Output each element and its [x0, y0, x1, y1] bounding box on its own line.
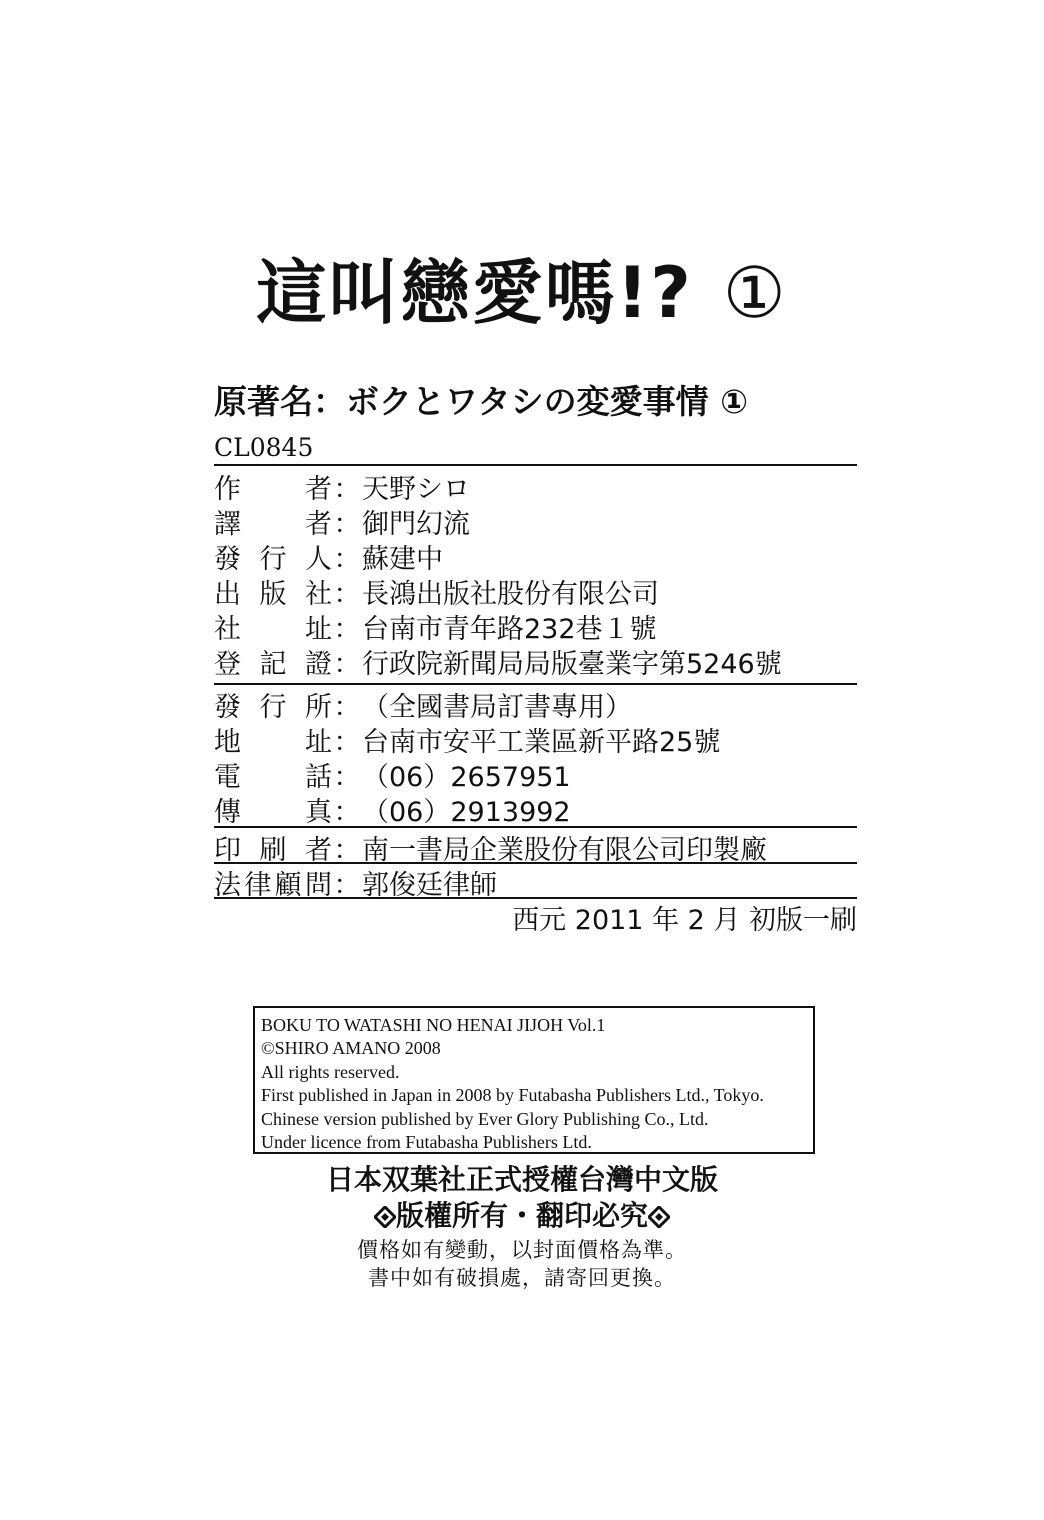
price-notice: 價格如有變動，以封面價格為準。	[357, 1238, 687, 1262]
copyright-line: ©SHIRO AMANO 2008	[261, 1038, 441, 1059]
credit-colon: ：	[333, 508, 361, 540]
credit-value: （全國書局訂書專用）	[362, 691, 632, 723]
credit-colon: ：	[333, 726, 361, 758]
credit-label: 出版社	[214, 578, 332, 610]
credit-row	[214, 686, 632, 722]
credit-value: 長鴻出版社股份有限公司	[362, 578, 659, 610]
copyright-line: Chinese version published by Ever Glory Publishing Co., Ltd.	[261, 1108, 709, 1129]
credit-colon: ：	[333, 796, 361, 828]
credit-label: 譯者	[214, 508, 332, 540]
credit-row	[214, 791, 571, 827]
credit-label: 社址	[214, 613, 332, 645]
credit-row	[214, 468, 470, 504]
rights-statement	[0, 1198, 1044, 1234]
copyright-box	[253, 1006, 815, 1154]
credit-value: 御門幻流	[362, 508, 470, 540]
credit-row	[214, 864, 497, 900]
credit-row	[214, 756, 571, 792]
credit-label: 作者	[214, 473, 332, 505]
credit-row	[214, 608, 657, 644]
credit-value: （06）2657951	[362, 761, 571, 793]
credit-value: 台南市安平工業區新平路25號	[362, 726, 721, 758]
credit-colon: ：	[333, 473, 361, 505]
credit-value: 天野シロ	[362, 473, 470, 505]
credit-colon: ：	[333, 834, 361, 866]
credit-colon: ：	[333, 691, 361, 723]
outlined-diamond-icon	[374, 1206, 396, 1228]
volume-number: ①	[722, 252, 788, 334]
credit-value: 台南市青年路232巷１號	[362, 613, 657, 645]
original-title: 原著名：ボクとワタシの変愛事情 ①	[214, 382, 749, 421]
copyright-line: All rights reserved.	[261, 1061, 400, 1082]
credit-value: 郭俊廷律師	[362, 869, 497, 901]
copyright-line: BOKU TO WATASHI NO HENAI JIJOH Vol.1	[261, 1015, 606, 1035]
credit-value: （06）2913992	[362, 796, 571, 828]
credit-colon: ：	[333, 578, 361, 610]
edition-date: 西元 2011 年 2 月 初版一刷	[512, 905, 857, 936]
credit-row	[214, 643, 782, 679]
book-title-text: 這叫戀愛嗎!?	[256, 252, 693, 334]
credit-label: 電話	[214, 761, 332, 793]
copyright-line: First published in Japan in 2008 by Futabasha Publishers Ltd., Tokyo.	[261, 1085, 764, 1106]
credit-label: 發行所	[214, 691, 332, 723]
credit-label: 法律顧問	[214, 869, 332, 901]
credit-colon: ：	[333, 761, 361, 793]
credit-label: 發行人	[214, 543, 332, 575]
credit-value: 南一書局企業股份有限公司印製廠	[362, 834, 767, 866]
credit-label: 登記證	[214, 648, 332, 680]
credit-label: 印刷者	[214, 834, 332, 866]
credit-value: 行政院新聞局局版臺業字第5246號	[362, 648, 782, 680]
credit-row	[214, 829, 767, 865]
credit-row	[214, 721, 720, 757]
credit-colon: ：	[333, 648, 361, 680]
copyright-line: Under licence from Futabasha Publishers Ltd.	[261, 1132, 592, 1153]
credit-colon: ：	[333, 543, 361, 575]
damage-notice: 書中如有破損處，請寄回更換。	[368, 1266, 676, 1290]
credit-label: 傳真	[214, 796, 332, 828]
credit-colon: ：	[333, 613, 361, 645]
license-statement: 日本双葉社正式授權台灣中文版	[325, 1163, 718, 1196]
book-title	[0, 248, 1044, 338]
outlined-diamond-icon	[648, 1206, 670, 1228]
catalog-code: CL0845	[214, 433, 314, 462]
credit-row	[214, 573, 659, 609]
credit-row	[214, 503, 470, 539]
credit-value: 蘇建中	[362, 543, 443, 575]
rights-text: 版權所有・翻印必究	[395, 1199, 648, 1232]
credit-colon: ：	[333, 869, 361, 901]
credit-label: 地址	[214, 726, 332, 758]
credit-row	[214, 538, 443, 574]
